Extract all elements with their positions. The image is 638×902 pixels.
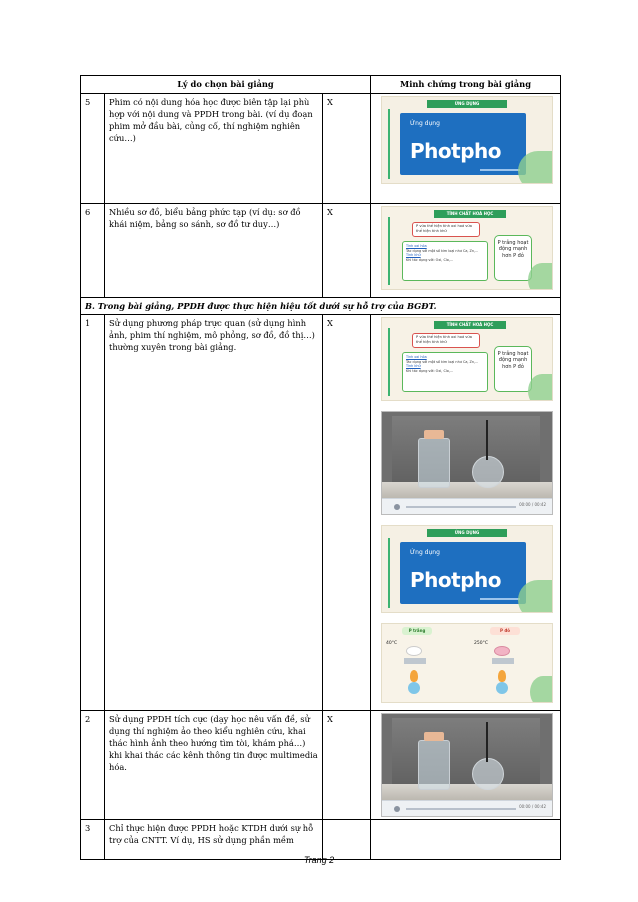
section-heading: B. Trong bài giảng, PPDH được thực hiện hiệu tốt dưới sự hỗ trợ của BGĐT. bbox=[81, 298, 561, 315]
row-number: 1 bbox=[81, 315, 105, 711]
video-progress bbox=[406, 506, 516, 508]
concept-text: Tác dụng với một số kim loại như Ca, Zn,... bbox=[406, 248, 479, 253]
spatula-rod bbox=[486, 420, 488, 460]
concept-box bbox=[402, 241, 488, 281]
jar-stopper bbox=[424, 732, 444, 741]
concept-box bbox=[402, 352, 488, 392]
concept-text: Khi tác dụng với: Oxi, Clo,... bbox=[406, 368, 454, 373]
temperature-value: 40°C bbox=[386, 641, 398, 647]
lab-bench bbox=[382, 482, 553, 498]
row-number: 6 bbox=[81, 204, 105, 298]
slide-banner: ỨNG DỤNG bbox=[427, 529, 507, 537]
decor-line bbox=[388, 538, 390, 608]
plate-icon bbox=[492, 658, 514, 664]
concept-link: Tính oxi hóa bbox=[406, 355, 427, 360]
round-flask bbox=[472, 456, 504, 488]
row-reason: Sử dụng phương pháp trực quan (sử dụng hình ảnh, phim thí nghiệm, mô phỏng, sơ đồ, đồ thị…) thường xuyên trong bài giảng. bbox=[105, 315, 323, 711]
concept-link: Tính khử bbox=[406, 364, 421, 369]
row-evidence bbox=[371, 711, 561, 820]
glass-jar bbox=[418, 740, 450, 790]
table-row bbox=[81, 204, 561, 298]
video-background bbox=[392, 718, 540, 792]
sample-icon bbox=[494, 646, 510, 656]
slide-chemical-properties bbox=[381, 206, 553, 290]
table-row bbox=[81, 315, 561, 711]
table-row bbox=[81, 711, 561, 820]
row-mark: X bbox=[323, 711, 371, 820]
table-row bbox=[81, 820, 561, 860]
plate-icon bbox=[404, 658, 426, 664]
row-number: 5 bbox=[81, 94, 105, 204]
row-reason: Phim có nội dung hóa học được biên tập lại phù hợp với nội dung và PPDH trong bài. (ví dụ đoạn phim mở đầu bài, củng cố, thí nghiệm nghiên cứu…) bbox=[105, 94, 323, 204]
slide-chemical-properties bbox=[381, 317, 553, 401]
video-progress bbox=[406, 808, 516, 810]
slide-banner: TÍNH CHẤT HOÁ HỌC bbox=[434, 321, 506, 329]
row-mark bbox=[323, 820, 371, 860]
header-reason: Lý do chọn bài giảng bbox=[81, 76, 371, 94]
slide-card bbox=[400, 542, 526, 604]
row-reason: Sử dụng PPDH tích cực (dạy học nêu vấn đề, sử dụng thí nghiệm ảo theo kiểu nghiên cứu, khai thác hình ảnh theo hướng tìm tòi, khám phá…) khi khai thác các kênh thông tin được multimedia hóa. bbox=[105, 711, 323, 820]
experiment-video-screenshot bbox=[381, 411, 553, 515]
decor-line bbox=[480, 169, 520, 171]
round-flask bbox=[472, 758, 504, 790]
concept-link: Tính oxi hóa bbox=[406, 244, 427, 248]
temperature-value: 250°C bbox=[474, 641, 488, 647]
slide-card-label: Ứng dụng bbox=[410, 549, 440, 557]
red-phosphorus-label: P đỏ bbox=[490, 627, 520, 635]
evidence-table bbox=[80, 75, 561, 860]
row-mark: X bbox=[323, 315, 371, 711]
experiment-video-screenshot bbox=[381, 713, 553, 817]
row-mark: X bbox=[323, 204, 371, 298]
row-evidence bbox=[371, 204, 561, 298]
white-phosphorus-label: P trắng bbox=[402, 627, 432, 635]
decor-line bbox=[388, 217, 390, 285]
leaf-decoration bbox=[518, 151, 553, 184]
lab-bench bbox=[382, 784, 553, 800]
concept-text: Tác dụng với một số kim loại như Ca, Zn,... bbox=[406, 359, 479, 364]
flame-icon bbox=[410, 670, 418, 682]
video-background bbox=[392, 416, 540, 490]
header-evidence: Minh chứng trong bài giảng bbox=[371, 76, 561, 94]
sample-icon bbox=[406, 646, 422, 656]
slide-photpho-app bbox=[381, 96, 553, 184]
flame-icon bbox=[498, 670, 506, 682]
row-evidence bbox=[371, 820, 561, 860]
decor-line bbox=[388, 109, 390, 179]
row-reason: Chỉ thực hiện được PPDH hoặc KTDH dưới sự hỗ trợ của CNTT. Ví dụ, HS sử dụng phần mềm bbox=[105, 820, 323, 860]
leaf-decoration bbox=[518, 580, 553, 613]
slide-card-label: Ứng dụng bbox=[410, 120, 440, 127]
leaf-decoration bbox=[528, 374, 553, 401]
video-time: 00:00 / 00:42 bbox=[519, 502, 547, 508]
spatula-rod bbox=[486, 722, 488, 762]
row-mark: X bbox=[323, 94, 371, 204]
slide-ignition-temperature bbox=[381, 623, 553, 703]
leaf-decoration bbox=[528, 263, 553, 290]
table-header-row bbox=[81, 76, 561, 94]
concept-link: Tính khử bbox=[406, 253, 421, 258]
slide-banner: TÍNH CHẤT HOÁ HỌC bbox=[434, 210, 506, 218]
play-icon bbox=[394, 504, 400, 510]
row-evidence bbox=[371, 315, 561, 711]
concept-box: P trắng hoạt động mạnh hơn P đỏ bbox=[494, 346, 532, 392]
slide-banner: ỨNG DỤNG bbox=[427, 100, 507, 108]
burner-icon bbox=[496, 682, 508, 694]
burner-icon bbox=[408, 682, 420, 694]
concept-box: P vừa thể hiện tính oxi hoá vừa thể hiện tính khử bbox=[412, 222, 480, 237]
concept-text: Khi tác dụng với: Oxi, Clo,... bbox=[406, 257, 454, 262]
slide-photpho-app bbox=[381, 525, 553, 613]
concept-box: P trắng hoạt động mạnh hơn P đỏ bbox=[494, 235, 532, 281]
concept-box: P vừa thể hiện tính oxi hoá vừa thể hiện tính khử bbox=[412, 333, 480, 348]
section-heading-row bbox=[81, 298, 561, 315]
jar-stopper bbox=[424, 430, 444, 439]
glass-jar bbox=[418, 438, 450, 488]
row-number: 2 bbox=[81, 711, 105, 820]
slide-card bbox=[400, 113, 526, 175]
table-row bbox=[81, 94, 561, 204]
slide-card-title: Photpho bbox=[410, 139, 502, 163]
page-footer: Trang 2 bbox=[303, 855, 335, 865]
row-evidence bbox=[371, 94, 561, 204]
slide-card-title: Photpho bbox=[410, 568, 502, 593]
row-reason: Nhiều sơ đồ, biểu bảng phức tạp (ví dụ: sơ đồ khái niệm, bảng so sánh, sơ đồ tư duy…) bbox=[105, 204, 323, 298]
leaf-decoration bbox=[530, 676, 553, 703]
row-number: 3 bbox=[81, 820, 105, 860]
decor-line bbox=[388, 328, 390, 396]
video-time: 00:00 / 00:42 bbox=[519, 804, 547, 810]
decor-line bbox=[480, 598, 520, 600]
play-icon bbox=[394, 806, 400, 812]
